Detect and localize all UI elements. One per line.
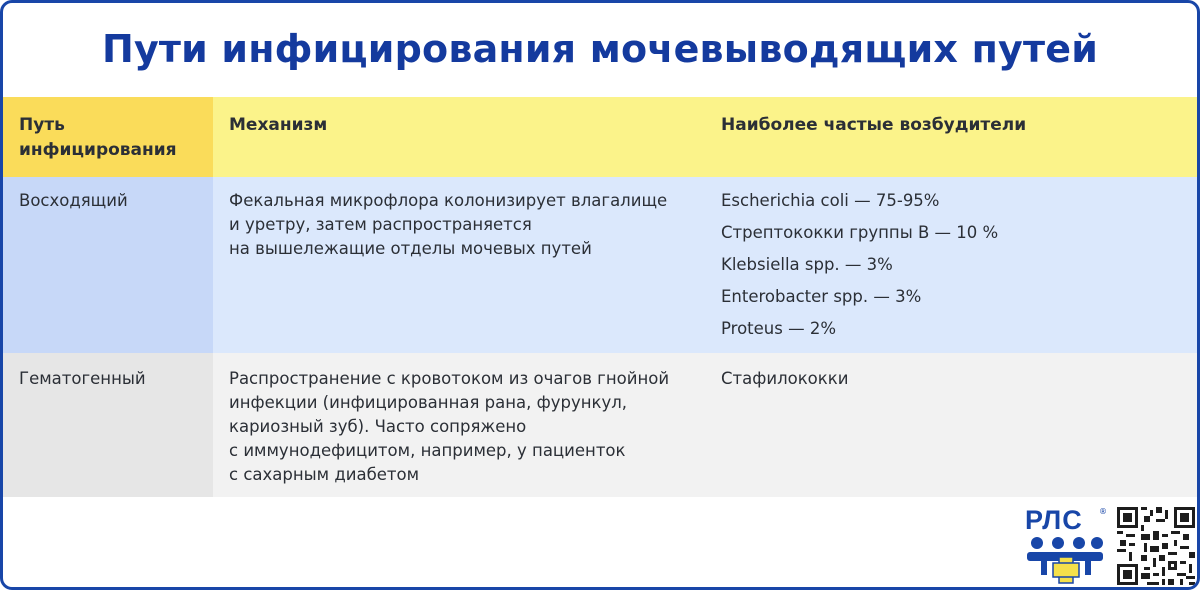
pathogen-item: Стафилококки [721, 369, 849, 388]
mechanism-line: инфекции (инфицированная рана, фурункул, [229, 393, 628, 412]
mechanism-line: с сахарным диабетом [229, 465, 420, 484]
logo-text: РЛС [1025, 505, 1083, 535]
mechanism-line: Фекальная микрофлора колонизирует влагалище [229, 191, 668, 210]
pathogen-item: Стрептококки группы В — 10 % [721, 223, 999, 242]
pathogens-cell [705, 177, 1197, 353]
route-cell: Гематогенный [3, 353, 213, 497]
logo-people-icon [1025, 535, 1107, 585]
mechanism-line: кариозный зуб). Часто сопряжено [229, 417, 527, 436]
rls-logo [1025, 505, 1107, 585]
pathogen-item: Enterobacter spp. — 3% [721, 287, 922, 306]
mechanism-line: с иммунодефицитом, например, у пациенток [229, 441, 626, 460]
mechanism-line: на вышележащие отделы мочевых путей [229, 239, 592, 258]
header-mechanism: Механизм [229, 115, 328, 135]
routes-table [3, 97, 1197, 497]
table-row [3, 177, 1197, 353]
table-header-row [3, 97, 1197, 177]
mechanism-line: и уретру, затем распространяется [229, 215, 532, 234]
table-row [3, 353, 1197, 497]
mechanism-line: Распространение с кровотоком из очагов гнойной [229, 369, 670, 388]
pathogens-cell [705, 353, 1197, 497]
mechanism-cell [213, 177, 705, 353]
pathogen-item: Proteus — 2% [721, 319, 837, 338]
header-route: Путь инфицирования [3, 97, 213, 177]
pathogen-item: Escherichia coli — 75-95% [721, 191, 940, 210]
page-title: Пути инфицирования мочевыводящих путей [101, 27, 1099, 71]
mechanism-cell [213, 353, 705, 497]
registered-mark: ® [1099, 507, 1107, 516]
header-pathogens: Наиболее частые возбудители [721, 115, 1027, 135]
pathogen-item: Klebsiella spp. — 3% [721, 255, 893, 274]
qr-code-icon [1117, 507, 1195, 585]
route-cell: Восходящий [3, 177, 213, 353]
